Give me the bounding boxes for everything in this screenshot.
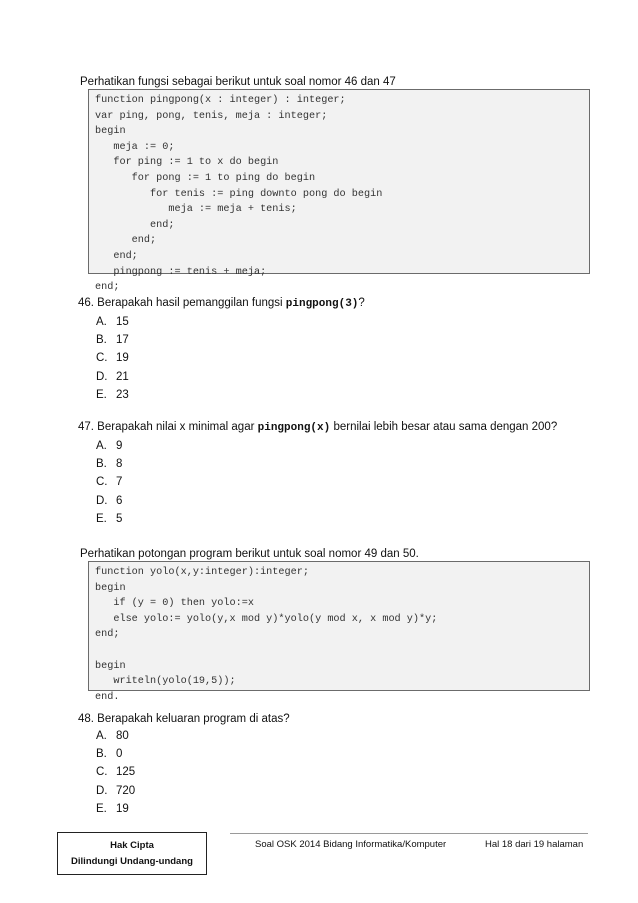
code-block-pingpong [88, 89, 590, 294]
question-47-suffix: bernilai lebih besar atau sama dengan 200? [330, 421, 558, 433]
option-48-b: B. 0 [96, 748, 123, 761]
question-47-code: pingpong(x) [257, 422, 331, 434]
copyright-line2: Dilindungi Undang-undang [71, 856, 193, 867]
copyright-box [57, 832, 207, 875]
footer-title: Soal OSK 2014 Bidang Informatika/Komputer [255, 839, 447, 850]
section1-intro: Perhatikan fungsi sebagai berikut untuk soal nomor 46 dan 47 [80, 76, 396, 88]
option-48-a: A. 80 [96, 730, 129, 742]
code-block-yolo [88, 561, 590, 703]
option-47-b: B. 8 [96, 458, 123, 471]
option-46-b: B. 17 [96, 334, 129, 347]
question-48-options [96, 729, 135, 820]
option-46-c: C. 19 [96, 352, 129, 365]
option-46-e: E. 23 [96, 388, 129, 401]
code-text: function pingpong(x : integer) : integer; var ping, pong, tenis, meja : integer; begin meja := 0; for ping := 1 to x do begin for pong := 1 to ping do begin for tenis := ping downto pong do begin meja := meja + tenis; end; end; end; pingpong := tenis + meja; end; [95, 95, 383, 294]
footer-divider [230, 833, 588, 834]
footer-page: Hal 18 dari 19 halaman [485, 839, 584, 850]
option-47-a: A. 9 [96, 440, 123, 452]
question-46-prefix: 46. Berapakah hasil pemanggilan fungsi [78, 297, 286, 309]
option-47-d: D. 6 [96, 494, 123, 507]
option-48-c: C. 125 [96, 766, 136, 779]
question-46 [78, 296, 365, 311]
option-48-e: E. 19 [96, 802, 129, 815]
section2-intro: Perhatikan potongan program berikut untuk soal nomor 49 dan 50. [80, 548, 419, 560]
code-text: function yolo(x,y:integer):integer; begin if (y = 0) then yolo:=x else yolo:= yolo(y,x mod y)*yolo(y mod x, x mod y)*y; end; begin writeln(yolo(19,5)); end. [95, 567, 438, 703]
option-46-d: D. 21 [96, 370, 129, 383]
option-48-d: D. 720 [96, 784, 136, 797]
question-47 [78, 420, 557, 435]
copyright-line1: Hak Cipta [110, 840, 154, 851]
question-46-suffix: ? [358, 297, 365, 309]
option-47-c: C. 7 [96, 476, 123, 489]
option-46-a: A. 15 [96, 316, 129, 328]
question-46-options [96, 315, 129, 406]
question-47-prefix: 47. Berapakah nilai x minimal agar [78, 421, 258, 433]
question-46-code: pingpong(3) [285, 298, 359, 310]
option-47-e: E. 5 [96, 512, 123, 525]
question-48: 48. Berapakah keluaran program di atas? [78, 713, 290, 725]
question-47-options [96, 439, 122, 530]
